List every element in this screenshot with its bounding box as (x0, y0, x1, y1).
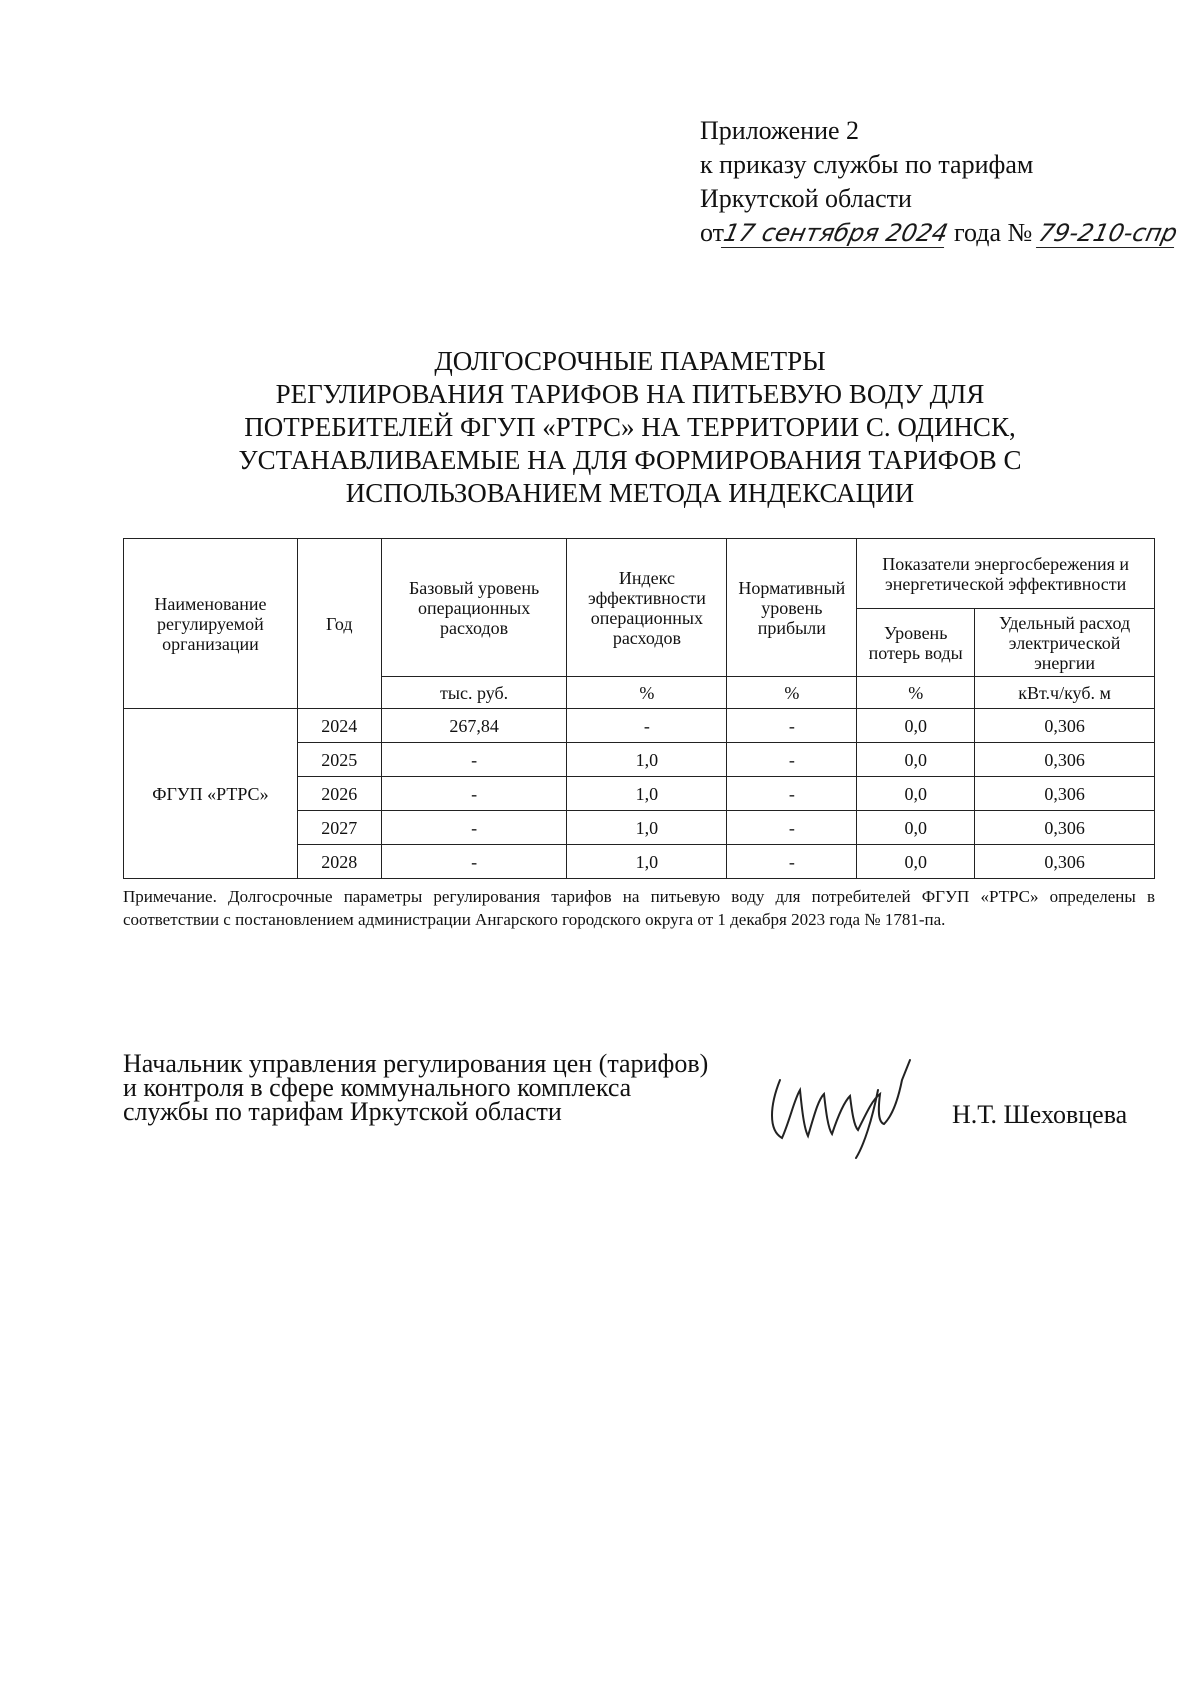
parameters-table (123, 538, 1155, 879)
position-line-1: Начальник управления регулирования цен (тарифов) (123, 1049, 709, 1078)
specific-cell: 0,306 (975, 743, 1155, 777)
index-cell: 1,0 (567, 777, 727, 811)
unit-base: тыс. руб. (381, 677, 567, 709)
specific-cell: 0,306 (975, 777, 1155, 811)
unit-index: % (567, 677, 727, 709)
specific-cell: 0,306 (975, 709, 1155, 743)
appendix-number: Приложение 2 (700, 116, 860, 145)
title-line-2: РЕГУЛИРОВАНИЯ ТАРИФОВ НА ПИТЬЕВУЮ ВОДУ ДЛЯ (275, 379, 985, 409)
appendix-region: Иркутской области (700, 184, 912, 213)
appendix-header (700, 114, 1180, 250)
specific-cell: 0,306 (975, 811, 1155, 845)
header-year: Год (297, 539, 381, 709)
header-energy-group: Показатели энергосбережения и энергетической эффективности (857, 539, 1155, 609)
table-row (124, 709, 1155, 743)
index-cell: - (567, 709, 727, 743)
specific-cell: 0,306 (975, 845, 1155, 879)
year-cell: 2028 (297, 845, 381, 879)
appendix-order-ref: к приказу службы по тарифам (700, 150, 1034, 179)
unit-profit: % (727, 677, 857, 709)
base-cell: - (381, 811, 567, 845)
year-cell: 2024 (297, 709, 381, 743)
profit-cell: - (727, 845, 857, 879)
header-org: Наименование регулируемой организации (124, 539, 298, 709)
base-cell: - (381, 777, 567, 811)
unit-specific: кВт.ч/куб. м (975, 677, 1155, 709)
org-name-cell: ФГУП «РТРС» (124, 709, 298, 879)
base-cell: - (381, 845, 567, 879)
unit-losses: % (857, 677, 975, 709)
header-water-losses: Уровень потерь воды (857, 609, 975, 677)
profit-cell: - (727, 743, 857, 777)
date-prefix: от (700, 218, 725, 247)
title-line-3: ПОТРЕБИТЕЛЕЙ ФГУП «РТРС» НА ТЕРРИТОРИИ С. ОДИНСК, (244, 412, 1016, 442)
handwritten-signature (760, 1050, 950, 1160)
title-line-1: ДОЛГОСРОЧНЫЕ ПАРАМЕТРЫ (434, 346, 826, 376)
base-cell: 267,84 (381, 709, 567, 743)
handwritten-number: 79-210-спр (1035, 219, 1180, 247)
position-line-2: и контроля в сфере коммунального комплекса (123, 1073, 632, 1102)
losses-cell: 0,0 (857, 811, 975, 845)
document-title (200, 345, 1060, 510)
position-line-3: службы по тарифам Иркутской области (123, 1097, 562, 1126)
year-cell: 2026 (297, 777, 381, 811)
profit-cell: - (727, 811, 857, 845)
profit-cell: - (727, 777, 857, 811)
losses-cell: 0,0 (857, 777, 975, 811)
appendix-date-line (700, 216, 1180, 250)
header-efficiency-index: Индекс эффективности операционных расходов (567, 539, 727, 677)
handwritten-date: 17 сентября 2024 (721, 219, 951, 247)
base-cell: - (381, 743, 567, 777)
year-word: года № (953, 218, 1033, 247)
year-cell: 2025 (297, 743, 381, 777)
title-line-5: ИСПОЛЬЗОВАНИЕМ МЕТОДА ИНДЕКСАЦИИ (345, 478, 915, 508)
losses-cell: 0,0 (857, 845, 975, 879)
header-specific-consumption: Удельный расход электрической энергии (975, 609, 1155, 677)
index-cell: 1,0 (567, 811, 727, 845)
title-line-4: УСТАНАВЛИВАЕМЫЕ НА ДЛЯ ФОРМИРОВАНИЯ ТАРИФОВ С (238, 445, 1022, 475)
index-cell: 1,0 (567, 743, 727, 777)
losses-cell: 0,0 (857, 743, 975, 777)
header-base-level: Базовый уровень операционных расходов (381, 539, 567, 677)
index-cell: 1,0 (567, 845, 727, 879)
table-note: Примечание. Долгосрочные параметры регулирования тарифов на питьевую воду для потребителей ФГУП «РТРС» определены в соответствии с постановлением администрации Ангарского городского округа от 1 декабря 2023 года № 1781-па. (123, 887, 1155, 929)
losses-cell: 0,0 (857, 709, 975, 743)
header-profit: Нормативный уровень прибыли (727, 539, 857, 677)
signatory-position (123, 1049, 709, 1126)
year-cell: 2027 (297, 811, 381, 845)
profit-cell: - (727, 709, 857, 743)
signatory-name: Н.Т. Шеховцева (952, 1100, 1128, 1129)
